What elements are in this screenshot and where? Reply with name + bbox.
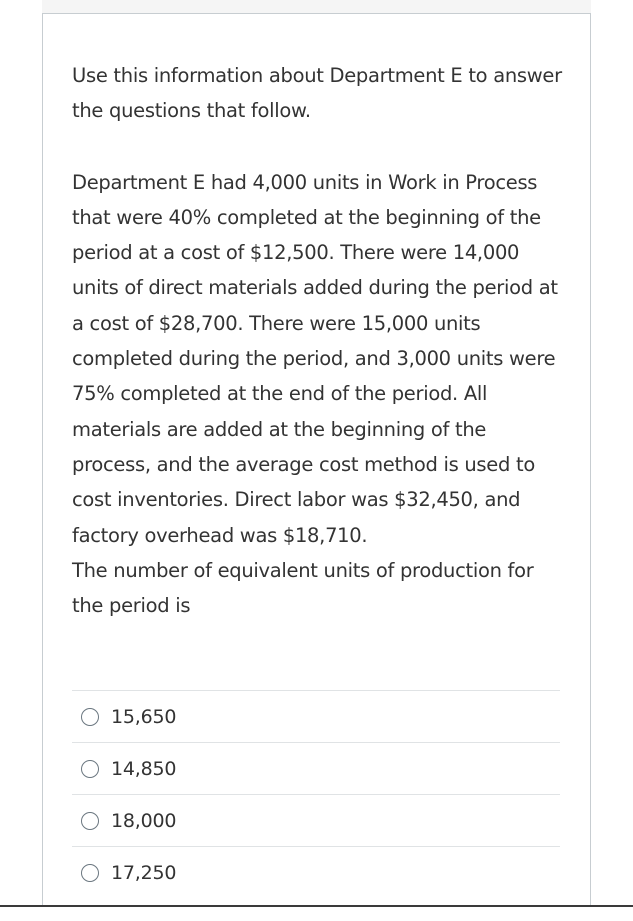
answer-option[interactable] [72,795,560,847]
question-intro: Use this information about Department E to answer the questions that follow. [72,64,562,123]
answer-options [72,690,560,898]
answer-option[interactable] [72,847,560,898]
answer-option[interactable] [72,743,560,795]
answer-label: 14,850 [111,757,177,780]
radio-button[interactable] [81,760,99,778]
answer-label: 15,650 [111,705,177,728]
radio-button[interactable] [81,812,99,830]
question-body: Department E had 4,000 units in Work in Process that were 40% completed at the beginning of the period at a cost of $12,500. There were 14,000 units of direct materials added during the period at a cost of $28,700. There were 15,000 units completed during the period, and 3,000 units were 75% completed at the end of the period. All materials are added at the beginning of the process, and the average cost method is used to cost inventories. Direct labor was $32,450, and factory overhead was $18,710. [72,170,558,547]
previous-section-edge [42,0,591,14]
radio-button[interactable] [81,864,99,882]
bottom-divider [0,905,633,907]
radio-button[interactable] [81,708,99,726]
answer-option[interactable] [72,691,560,743]
answer-label: 17,250 [111,861,177,884]
question-prompt: The number of equivalent units of production for the period is [72,558,534,618]
question-content [72,58,562,623]
answer-label: 18,000 [111,809,177,832]
